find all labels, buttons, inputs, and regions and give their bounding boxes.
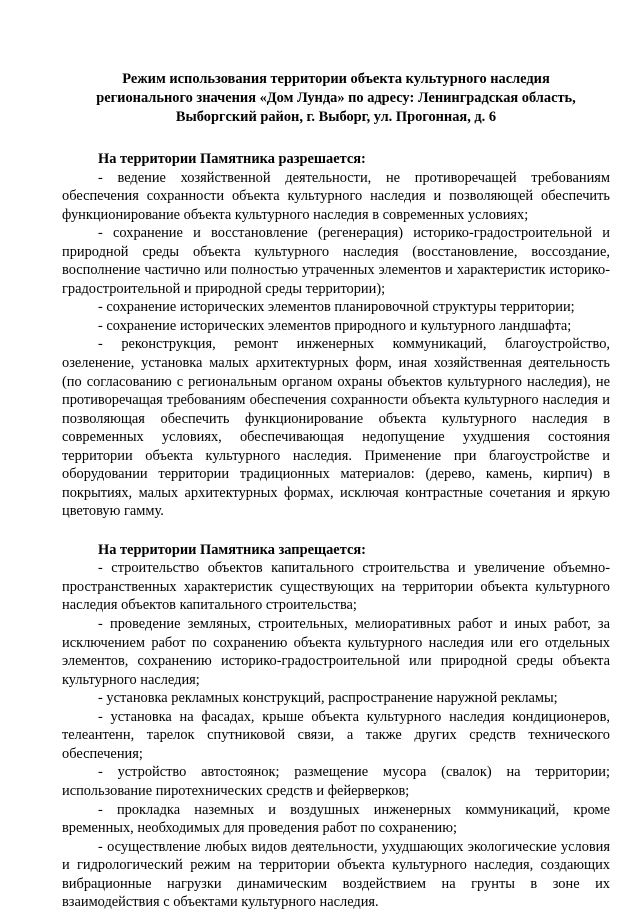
title-line-2: регионального значения «Дом Лунда» по адресу: Ленинградская область,: [96, 90, 576, 106]
allowed-item: - сохранение исторических элементов планировочной структуры территории;: [98, 299, 575, 316]
prohibited-item: - прокладка наземных и воздушных инженерных коммуникаций, кроме временных, необходимых для проведения работ по сохранению;: [62, 801, 610, 837]
prohibited-heading: На территории Памятника запрещается:: [98, 541, 366, 558]
document-page: [62, 70, 610, 912]
prohibited-item: - установка рекламных конструкций, распространение наружной рекламы;: [98, 690, 558, 707]
title-line-1: Режим использования территории объекта культурного наследия: [122, 71, 550, 87]
prohibited-item: - установка на фасадах, крыше объекта культурного наследия кондиционеров, телеантенн, тарелок спутниковой связи, а также других средств технического обеспечения;: [62, 708, 610, 762]
prohibited-item: - осуществление любых видов деятельности, ухудшающих экологические условия и гидрологический режим на территории объекта культурного наследия, создающих вибрационные нагрузки динамическим воздействием на грунты в зоне их взаимодействия с объектами культурного наследия.: [62, 838, 610, 911]
prohibited-item: - строительство объектов капитального строительства и увеличение объемно-пространственных характеристик существующих на территории объекта культурного наследия объектов капитального строительства;: [62, 560, 610, 614]
allowed-item: - сохранение и восстановление (регенерация) историко-градостроительной и природной среды объекта культурного наследия (восстановление, воссоздание, восполнение частично или полностью утраченных элементов и характеристик историко-градостроительной и природной среды территории);: [62, 225, 610, 297]
allowed-item: - реконструкция, ремонт инженерных коммуникаций, благоустройство, озеленение, установка малых архитектурных форм, иная хозяйственная деятельность (по согласованию с региональным органом охраны объектов культурного наследия), не противоречащая требованиям обеспечения сохранности объекта культурного наследия и позволяющая обеспечить функционирование объекта культурного наследия в современных условиях, обеспечивающая недопущение ухудшения состояния территории объекта культурного наследия. Применение при благоустройстве и оборудовании территории традиционных материалов: (дерево, камень, кирпич) в покрытиях, малых архитектурных формах, исключая контрастные сочетания и яркую цветовую гамму.: [62, 336, 610, 520]
section-spacer: [62, 521, 610, 541]
title-line-3: Выборгский район, г. Выборг, ул. Прогонная, д. 6: [175, 109, 497, 125]
prohibited-section: [62, 541, 610, 912]
document-title: [62, 70, 610, 127]
prohibited-item: - устройство автостоянок; размещение мусора (свалок) на территории; использование пиротехнических средств и фейерверков;: [62, 764, 610, 799]
allowed-item: - ведение хозяйственной деятельности, не противоречащей требованиям обеспечения сохранности объекта культурного наследия и позволяющей обеспечить функционирование объекта культурного наследия в современных условиях;: [62, 169, 610, 223]
allowed-item: - сохранение исторических элементов природного и культурного ландшафта;: [98, 317, 572, 334]
allowed-section: [62, 150, 610, 521]
prohibited-item: - проведение земляных, строительных, мелиоративных работ и иных работ, за исключением работ по сохранению объекта культурного наследия или его отдельных элементов, сохранению историко-градостроительной или природной среды объекта культурного наследия;: [62, 616, 610, 688]
allowed-heading: На территории Памятника разрешается:: [98, 151, 366, 167]
